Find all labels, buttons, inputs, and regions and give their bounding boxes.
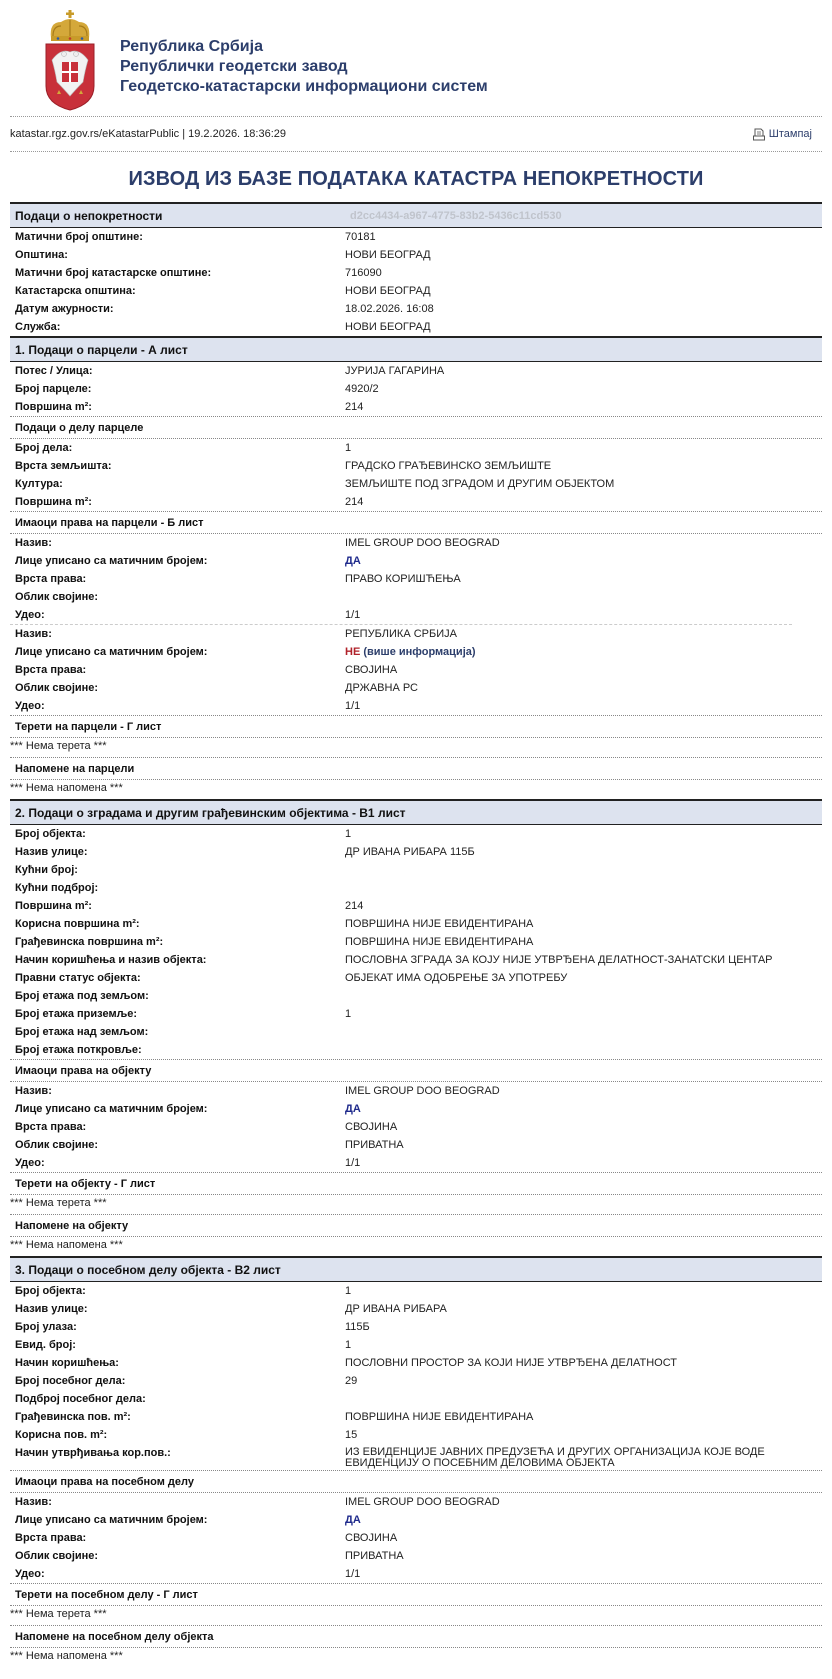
- table-row: [10, 457, 822, 475]
- table-row: [10, 1282, 822, 1300]
- field-label: Број етажа приземље:: [15, 1008, 138, 1020]
- registered-yes: ДА: [345, 555, 361, 567]
- field-label: Број улаза:: [15, 1321, 77, 1333]
- field-label: Грађевинска површина m²:: [15, 936, 164, 948]
- serbia-coat-of-arms-logo: [43, 8, 97, 112]
- field-value: ЗЕМЉИШТЕ ПОД ЗГРАДОМ И ДРУГИМ ОБЈЕКТОМ: [345, 478, 615, 490]
- unit-owner: [10, 1493, 822, 1583]
- field-value: 1: [345, 442, 352, 454]
- parcel-burdens-heading: Терети на парцели - Г лист: [10, 715, 822, 738]
- table-row: [10, 570, 822, 588]
- field-label: Број објекта:: [15, 828, 86, 840]
- table-row: [10, 246, 822, 264]
- unit-burdens-heading: Терети на посебном делу - Г лист: [10, 1583, 822, 1606]
- field-label: Врста права:: [15, 1532, 87, 1544]
- section-title: 2. Подаци о зградама и другим грађевинским објектима - В1 лист: [15, 805, 406, 820]
- field-label: Облик својине:: [15, 1139, 99, 1151]
- field-value: ОБЈЕКАТ ИМА ОДОБРЕЊЕ ЗА УПОТРЕБУ: [345, 972, 568, 984]
- field-value: 18.02.2026. 16:08: [345, 303, 434, 315]
- building-notes-empty: *** Нема напомена ***: [10, 1238, 123, 1251]
- field-label: Удео:: [15, 700, 45, 712]
- field-value: НОВИ БЕОГРАД: [345, 249, 431, 261]
- table-row: [10, 552, 822, 570]
- registered-no: НЕ: [345, 646, 361, 658]
- field-label: Начин утврђивања кор.пов.:: [15, 1447, 171, 1459]
- table-row: [10, 1408, 822, 1426]
- field-label: Облик својине:: [15, 682, 99, 694]
- building-owner: [10, 1082, 822, 1172]
- field-value: ПОВРШИНА НИЈЕ ЕВИДЕНТИРАНА: [345, 918, 534, 930]
- ownership-form: ПРИВАТНА: [345, 1139, 404, 1151]
- unit-notes-empty: *** Нема напомена ***: [10, 1649, 123, 1662]
- field-value: ПОСЛОВНА ЗГРАДА ЗА КОЈУ НИЈЕ УТВРЂЕНА ДЕЛАТНОСТ-ЗАНАТСКИ ЦЕНТАР: [345, 954, 773, 966]
- field-label: Број посебног дела:: [15, 1375, 126, 1387]
- table-row: [10, 588, 822, 606]
- field-label: Удео:: [15, 1157, 45, 1169]
- field-value: ПОВРШИНА НИЈЕ ЕВИДЕНТИРАНА: [345, 936, 534, 948]
- field-label: Назив:: [15, 1496, 52, 1508]
- share: 1/1: [345, 1157, 361, 1169]
- table-row: [10, 1154, 822, 1172]
- document-title: ИЗВОД ИЗ БАЗЕ ПОДАТАКА КАТАСТРА НЕПОКРЕТНОСТИ: [128, 168, 704, 190]
- header-line-institute: Републички геодетски завод: [120, 58, 348, 75]
- field-value: ЈУРИЈА ГАГАРИНА: [345, 365, 445, 377]
- table-row: [10, 1493, 822, 1511]
- building-burdens-empty: *** Нема терета ***: [10, 1196, 107, 1209]
- field-value: 1: [345, 1339, 352, 1351]
- field-value: 29: [345, 1375, 358, 1387]
- registered-value: [345, 646, 476, 658]
- field-label: Начин коришћења:: [15, 1357, 119, 1369]
- field-value: 214: [345, 900, 364, 912]
- header: [10, 0, 822, 116]
- field-label: Потес / Улица:: [15, 365, 93, 377]
- parcel-notes-heading: Напомене на парцели: [10, 757, 822, 780]
- field-value: ДР ИВАНА РИБАРА: [345, 1303, 447, 1315]
- field-label: Назив улице:: [15, 1303, 88, 1315]
- source-and-timestamp: katastar.rgz.gov.rs/eKatastarPublic | 19.2.2026. 18:36:29: [10, 128, 286, 140]
- parcel-owners-heading: Имаоци права на парцели - Б лист: [10, 511, 822, 534]
- table-row: [10, 679, 822, 697]
- field-label: Врста права:: [15, 1121, 87, 1133]
- field-label: Корисна површина m²:: [15, 918, 140, 930]
- table-row: [10, 915, 822, 933]
- parcel-part-heading: Подаци о делу парцеле: [10, 416, 822, 439]
- section-unit-heading: [10, 1256, 822, 1282]
- table-row: [10, 1565, 822, 1583]
- table-row: [10, 1390, 822, 1408]
- table-row: [10, 697, 822, 715]
- print-button[interactable]: [753, 128, 812, 141]
- field-value: ПОВРШИНА НИЈЕ ЕВИДЕНТИРАНА: [345, 1411, 534, 1423]
- table-row: [10, 987, 822, 1005]
- field-label: Начин коришћења и назив објекта:: [15, 954, 207, 966]
- section-property-heading: [10, 202, 822, 228]
- ownership-form: ДРЖАВНА РС: [345, 682, 418, 694]
- table-row: [10, 318, 822, 336]
- field-value: НОВИ БЕОГРАД: [345, 285, 431, 297]
- field-value: 214: [345, 496, 364, 508]
- building-notes-heading: Напомене на објекту: [10, 1214, 822, 1237]
- table-row: [10, 951, 822, 969]
- field-label: Назив улице:: [15, 846, 88, 858]
- table-row: [10, 493, 822, 511]
- right-type: ПРАВО КОРИШЋЕЊА: [345, 573, 461, 585]
- field-label: Лице уписано са матичним бројем:: [15, 1103, 208, 1115]
- field-label: Удео:: [15, 1568, 45, 1580]
- field-value: ПОСЛОВНИ ПРОСТОР ЗА КОЈИ НИЈЕ УТВРЂЕНА ДЕЛАТНОСТ: [345, 1357, 678, 1369]
- field-label: Број етажа поткровље:: [15, 1044, 142, 1056]
- header-titles: [120, 37, 488, 97]
- table-row: [10, 661, 822, 679]
- header-line-republic: Република Србија: [120, 38, 263, 55]
- field-value: 70181: [345, 231, 376, 243]
- table-row: [10, 969, 822, 987]
- property-rows: [10, 228, 822, 336]
- field-value: 4920/2: [345, 383, 379, 395]
- table-row: [10, 282, 822, 300]
- field-label: Матични број катастарске општине:: [15, 267, 212, 279]
- table-row: [10, 1547, 822, 1565]
- table-row: [10, 534, 822, 552]
- field-label: Број парцеле:: [15, 383, 92, 395]
- table-row: [10, 1336, 822, 1354]
- owner-name: IMEL GROUP DOO BEOGRAD: [345, 1496, 500, 1508]
- parcel-notes-empty: *** Нема напомена ***: [10, 781, 123, 794]
- field-label: Грађевинска пов. m²:: [15, 1411, 131, 1423]
- header-line-system: Геодетско-катастарски информациони систем: [120, 78, 488, 95]
- ownership-form: ПРИВАТНА: [345, 1550, 404, 1562]
- unit-notes-heading: Напомене на посебном делу објекта: [10, 1625, 822, 1648]
- right-type: СВОЈИНА: [345, 664, 398, 676]
- table-row: [10, 1300, 822, 1318]
- table-row: [10, 1318, 822, 1336]
- meta-row: [10, 117, 822, 151]
- field-label: Корисна пов. m²:: [15, 1429, 108, 1441]
- field-value: ИЗ ЕВИДЕНЦИЈЕ ЈАВНИХ ПРЕДУЗЕЋА И ДРУГИХ ОРГАНИЗАЦИЈА КОЈЕ ВОДЕ ЕВИДЕНЦИЈУ О ПОСЕБНИМ ДЕЛОВИМА ОБЈЕКТА: [345, 1446, 765, 1469]
- section-title: 3. Подаци о посебном делу објекта - В2 лист: [15, 1262, 281, 1277]
- table-row: [10, 1005, 822, 1023]
- table-row: [10, 625, 822, 643]
- share: 1/1: [345, 700, 361, 712]
- field-label: Служба:: [15, 321, 61, 333]
- table-row: [10, 606, 822, 624]
- field-label: Облик својине:: [15, 1550, 99, 1562]
- right-type: СВОЈИНА: [345, 1121, 398, 1133]
- share: 1/1: [345, 1568, 361, 1580]
- table-row: [10, 300, 822, 318]
- field-label: Површина m²:: [15, 401, 92, 413]
- table-row: [10, 439, 822, 457]
- table-row: [10, 228, 822, 246]
- share: 1/1: [345, 609, 361, 621]
- unit-owners-heading: Имаоци права на посебном делу: [10, 1470, 822, 1493]
- field-label: Назив:: [15, 628, 52, 640]
- section-title: Подаци о непокретности: [15, 208, 163, 223]
- field-label: Врста земљишта:: [15, 460, 112, 472]
- table-row: [10, 1444, 822, 1470]
- field-value: ДР ИВАНА РИБАРА 115Б: [345, 846, 475, 858]
- field-label: Датум ажурности:: [15, 303, 114, 315]
- field-label: Култура:: [15, 478, 63, 490]
- table-row: [10, 264, 822, 282]
- unit-burdens-empty: *** Нема терета ***: [10, 1607, 107, 1620]
- section-parcel-heading: [10, 336, 822, 362]
- field-label: Број објекта:: [15, 1285, 86, 1297]
- owner-name: РЕПУБЛИКА СРБИЈА: [345, 628, 457, 640]
- field-label: Назив:: [15, 537, 52, 549]
- table-row: [10, 861, 822, 879]
- table-row: [10, 475, 822, 493]
- section-building-heading: [10, 799, 822, 825]
- field-label: Правни статус објекта:: [15, 972, 141, 984]
- field-label: Број етажа под земљом:: [15, 990, 149, 1002]
- table-row: [10, 1529, 822, 1547]
- field-label: Кућни број:: [15, 864, 78, 876]
- registered-yes: ДА: [345, 1514, 361, 1526]
- property-guid: d2cc4434-a967-4775-83b2-5436c11cd530: [350, 209, 562, 222]
- field-label: Кућни подброј:: [15, 882, 99, 894]
- table-row: [10, 1082, 822, 1100]
- table-row: [10, 1136, 822, 1154]
- registered-yes: ДА: [345, 1103, 361, 1115]
- field-value: 716090: [345, 267, 382, 279]
- field-value: НОВИ БЕОГРАД: [345, 321, 431, 333]
- table-row: [10, 362, 822, 380]
- printer-icon: [753, 128, 765, 141]
- field-value: 214: [345, 401, 364, 413]
- table-row: [10, 1023, 822, 1041]
- more-info-link[interactable]: (више информација): [363, 646, 476, 658]
- print-label: Штампај: [768, 128, 812, 140]
- field-label: Подброј посебног дела:: [15, 1393, 146, 1405]
- section-title: 1. Подаци о парцели - А лист: [15, 342, 188, 357]
- table-row: [10, 933, 822, 951]
- field-label: Катастарска општина:: [15, 285, 136, 297]
- field-value: 1: [345, 828, 352, 840]
- right-type: СВОЈИНА: [345, 1532, 398, 1544]
- field-label: Врста права:: [15, 664, 87, 676]
- field-label: Матични број општине:: [15, 231, 143, 243]
- building-owners-heading: Имаоци права на објекту: [10, 1059, 822, 1082]
- field-label: Облик својине:: [15, 591, 99, 603]
- table-row: [10, 1372, 822, 1390]
- parcel-burdens-empty: *** Нема терета ***: [10, 739, 107, 752]
- building-burdens-heading: Терети на објекту - Г лист: [10, 1172, 822, 1195]
- table-row: [10, 1511, 822, 1529]
- table-row: [10, 879, 822, 897]
- field-value: 15: [345, 1429, 358, 1441]
- field-label: Удео:: [15, 609, 45, 621]
- field-label: Лице уписано са матичним бројем:: [15, 555, 208, 567]
- table-row: [10, 843, 822, 861]
- field-value: 115Б: [345, 1321, 370, 1333]
- field-label: Евид. број:: [15, 1339, 76, 1351]
- parcel-owner-2: [10, 625, 822, 715]
- table-row: [10, 380, 822, 398]
- field-label: Број дела:: [15, 442, 73, 454]
- owner-name: IMEL GROUP DOO BEOGRAD: [345, 537, 500, 549]
- field-label: Површина m²:: [15, 900, 92, 912]
- table-row: [10, 825, 822, 843]
- table-row: [10, 398, 822, 416]
- field-label: Површина m²:: [15, 496, 92, 508]
- field-value: 1: [345, 1285, 352, 1297]
- field-value: ГРАДСКО ГРАЂЕВИНСКО ЗЕМЉИШТЕ: [345, 460, 552, 472]
- table-row: [10, 1100, 822, 1118]
- table-row: [10, 1354, 822, 1372]
- parcel-owner-1: [10, 534, 822, 624]
- table-row: [10, 1041, 822, 1059]
- table-row: [10, 1426, 822, 1444]
- table-row: [10, 1118, 822, 1136]
- field-label: Број етажа над земљом:: [15, 1026, 149, 1038]
- table-row: [10, 897, 822, 915]
- field-label: Назив:: [15, 1085, 52, 1097]
- field-label: Лице уписано са матичним бројем:: [15, 646, 208, 658]
- field-label: Врста права:: [15, 573, 87, 585]
- owner-name: IMEL GROUP DOO BEOGRAD: [345, 1085, 500, 1097]
- field-value: 1: [345, 1008, 352, 1020]
- field-label: Лице уписано са матичним бројем:: [15, 1514, 208, 1526]
- table-row: [10, 643, 822, 661]
- field-label: Општина:: [15, 249, 68, 261]
